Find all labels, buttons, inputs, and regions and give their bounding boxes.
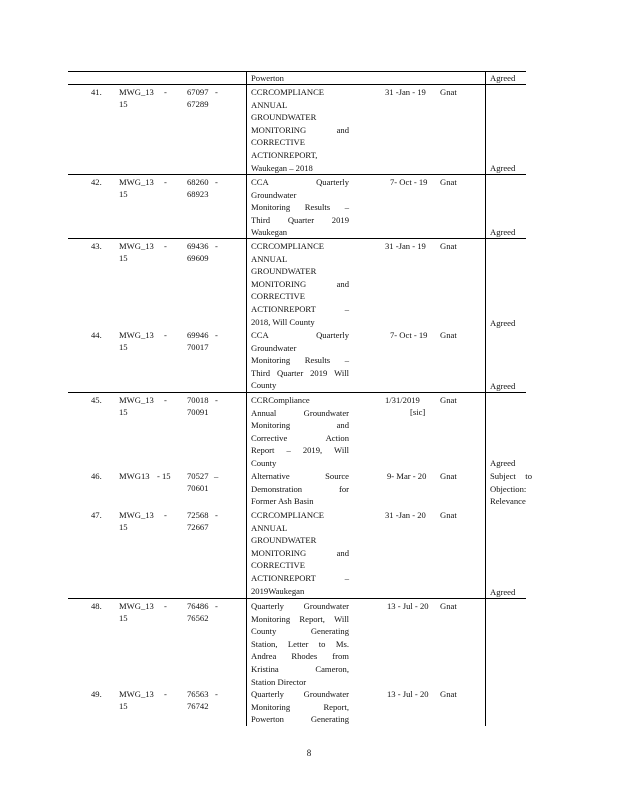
ruling: Subject to Objection: Relevance <box>490 471 532 507</box>
author: Gnat <box>440 330 457 340</box>
bates-end: 76562 <box>187 613 209 623</box>
row-divider <box>68 392 526 393</box>
bates-end: 76742 <box>187 701 209 711</box>
date: 31 -Jan - 20 <box>385 510 426 520</box>
exhibit-number: 43. <box>91 241 102 251</box>
exhibit-id-suffix: 15 <box>119 701 128 711</box>
exhibit-number: 42. <box>91 177 102 187</box>
bates-end: 70091 <box>187 407 209 417</box>
exhibit-id: MWG_13 <box>119 241 154 251</box>
description: Quarterly Groundwater Monitoring Report, Powerton Generating <box>251 689 349 725</box>
bates-end: 69609 <box>187 253 209 263</box>
description: CCRCompliance Annual Groundwater Monitoring and Corrective Action Report – 2019, Will County <box>251 395 349 468</box>
exhibit-id: MWG_13 <box>119 87 154 97</box>
bates-dash: - <box>215 177 218 187</box>
bates-end: 67289 <box>187 99 209 109</box>
exhibit-id-dash: - <box>164 330 167 340</box>
exhibit-id: MWG_13 <box>119 510 154 520</box>
exhibit-id-dash: - 15 <box>157 471 171 481</box>
bates-start: 72568 <box>187 510 209 520</box>
exhibit-id: MWG_13 <box>119 330 154 340</box>
date: 31 -Jan - 19 <box>385 87 426 97</box>
author: Gnat <box>440 241 457 251</box>
exhibit-id-dash: - <box>164 510 167 520</box>
bates-dash: - <box>215 241 218 251</box>
bates-end: 70601 <box>187 483 209 493</box>
exhibit-id-suffix: 15 <box>119 342 128 352</box>
author: Gnat <box>440 177 457 187</box>
author: Gnat <box>440 87 457 97</box>
description: CCRCOMPLIANCE ANNUAL GROUNDWATER MONITORING and CORRECTIVE ACTIONREPORT – 2018, Will County <box>251 241 349 327</box>
bates-start: 76563 <box>187 689 209 699</box>
exhibit-id-suffix: 15 <box>119 613 128 623</box>
description: CCA Quarterly Groundwater Monitoring Results – Third Quarter 2019 Will County <box>251 330 349 391</box>
description: CCA Quarterly Groundwater Monitoring Results – Third Quarter 2019 Waukegan <box>251 177 349 238</box>
exhibit-number: 44. <box>91 330 102 340</box>
exhibit-number: 47. <box>91 510 102 520</box>
bates-start: 69436 <box>187 241 209 251</box>
ruling: Agreed <box>490 227 516 237</box>
exhibit-id: MWG_13 <box>119 689 154 699</box>
exhibit-id-suffix: 15 <box>119 522 128 532</box>
continued-ruling: Agreed <box>490 73 516 83</box>
exhibit-id: MWG13 <box>119 471 150 481</box>
column-divider <box>485 71 486 726</box>
row-divider <box>68 598 526 599</box>
description: Quarterly Groundwater Monitoring Report, Will County Generating Station, Letter to Ms. Andrea Rhodes from Kristina Cameron, Station Director <box>251 601 349 687</box>
ruling: Agreed <box>490 381 516 391</box>
author: Gnat <box>440 689 457 699</box>
bates-dash: - <box>215 510 218 520</box>
bates-dash: - <box>215 87 218 97</box>
date: 7- Oct - 19 <box>390 177 428 187</box>
date-note: [sic] <box>410 407 426 417</box>
page-number: 8 <box>306 748 312 758</box>
bates-start: 67097 <box>187 87 209 97</box>
exhibit-id-suffix: 15 <box>119 189 128 199</box>
bates-start: 68260 <box>187 177 209 187</box>
bates-start: 70527 <box>187 471 209 481</box>
bates-dash: - <box>215 330 218 340</box>
bates-dash: - <box>215 601 218 611</box>
description: CCRCOMPLIANCE ANNUAL GROUNDWATER MONITORING and CORRECTIVE ACTIONREPORT, Waukegan – 2018 <box>251 87 349 173</box>
exhibit-id: MWG_13 <box>119 601 154 611</box>
bates-end: 70017 <box>187 342 209 352</box>
author: Gnat <box>440 471 457 481</box>
exhibit-id-suffix: 15 <box>119 407 128 417</box>
ruling: Agreed <box>490 458 516 468</box>
date: 1/31/2019 <box>385 395 420 405</box>
bates-start: 70018 <box>187 395 209 405</box>
description: CCRCOMPLIANCE ANNUAL GROUNDWATER MONITORING and CORRECTIVE ACTIONREPORT – 2019Waukegan <box>251 510 349 596</box>
bates-dash: - <box>215 395 218 405</box>
exhibit-id-dash: - <box>164 601 167 611</box>
exhibit-number: 49. <box>91 689 102 699</box>
date: 7- Oct - 19 <box>390 330 428 340</box>
bates-start: 69946 <box>187 330 209 340</box>
exhibit-number: 46. <box>91 471 102 481</box>
exhibit-id-dash: - <box>164 395 167 405</box>
exhibit-number: 41. <box>91 87 102 97</box>
exhibit-number: 45. <box>91 395 102 405</box>
ruling: Agreed <box>490 587 516 597</box>
continued-description: Powerton <box>251 73 284 83</box>
date: 9- Mar - 20 <box>387 471 427 481</box>
bates-start: 76486 <box>187 601 209 611</box>
exhibit-id-dash: - <box>164 689 167 699</box>
date: 13 - Jul - 20 <box>387 689 429 699</box>
ruling: Agreed <box>490 318 516 328</box>
date: 13 - Jul - 20 <box>387 601 429 611</box>
exhibit-id-dash: - <box>164 241 167 251</box>
exhibit-id-suffix: 15 <box>119 99 128 109</box>
bates-end: 68923 <box>187 189 209 199</box>
bates-dash: – <box>214 471 219 481</box>
bates-dash: - <box>215 689 218 699</box>
column-divider <box>246 71 247 726</box>
exhibit-number: 48. <box>91 601 102 611</box>
exhibit-id: MWG_13 <box>119 177 154 187</box>
description: Alternative Source Demonstration for Former Ash Basin <box>251 471 349 507</box>
author: Gnat <box>440 601 457 611</box>
exhibit-id: MWG_13 <box>119 395 154 405</box>
exhibit-id-suffix: 15 <box>119 253 128 263</box>
author: Gnat <box>440 510 457 520</box>
bates-end: 72667 <box>187 522 209 532</box>
exhibit-id-dash: - <box>164 87 167 97</box>
row-divider <box>68 84 526 85</box>
table-top-border <box>68 71 526 72</box>
author: Gnat <box>440 395 457 405</box>
ruling: Agreed <box>490 163 516 173</box>
exhibit-id-dash: - <box>164 177 167 187</box>
date: 31 -Jan - 19 <box>385 241 426 251</box>
